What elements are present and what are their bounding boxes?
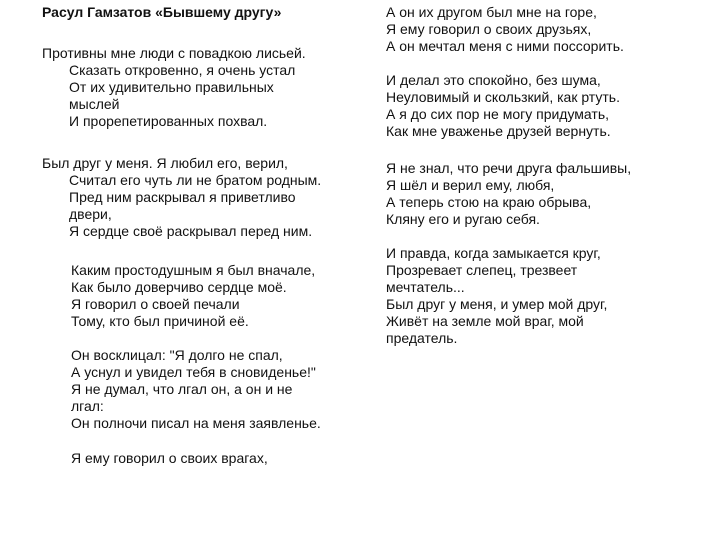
- poem-line: От их удивительно правильных: [69, 79, 274, 95]
- poem-line: Кляну его и ругаю себя.: [386, 211, 540, 227]
- poem-line: Пред ним раскрывал я приветливо: [69, 189, 296, 205]
- poem-line: лгал:: [71, 398, 104, 414]
- poem-line: Я ему говорил о своих друзьях,: [386, 21, 592, 37]
- poem-line: Неуловимый и скользкий, как ртуть.: [386, 89, 620, 105]
- poem-line: Прозревает слепец, трезвеет: [386, 262, 578, 278]
- poem-line: Я сердце своё раскрывал перед ним.: [69, 223, 313, 239]
- poem-line: Считал его чуть ли не братом родным.: [69, 172, 322, 188]
- poem-line: Я не знал, что речи друга фальшивы,: [386, 160, 632, 176]
- right-stanza-1: [386, 4, 624, 55]
- poem-line: И делал это спокойно, без шума,: [386, 72, 601, 88]
- poem-line: Был друг у меня. Я любил его, верил,: [42, 155, 288, 171]
- poem-line: А я до сих пор не могу придумать,: [386, 106, 610, 122]
- poem-line: предатель.: [386, 330, 458, 346]
- poem-line: А теперь стою на краю обрыва,: [386, 194, 592, 210]
- poem-line: Живёт на земле мой враг, мой: [386, 313, 584, 329]
- poem-line: Противны мне люди с повадкою лисьей.: [42, 45, 306, 61]
- left-stanza-3: [42, 262, 315, 330]
- poem-line: Был друг у меня, и умер мой друг,: [386, 296, 608, 312]
- right-stanza-2: [386, 72, 620, 140]
- poem-line: мыслей: [69, 96, 120, 112]
- poem-title: Расул Гамзатов «Бывшему другу»: [42, 4, 282, 20]
- right-stanza-3: [386, 160, 631, 228]
- poem-line: Тому, кто был причиной её.: [71, 313, 249, 329]
- left-stanza-4: [42, 347, 321, 432]
- poem-line: А он их другом был мне на горе,: [386, 4, 597, 20]
- poem-line: Я шёл и верил ему, любя,: [386, 177, 555, 193]
- poem-line: Я говорил о своей печали: [71, 296, 240, 312]
- poem-line: Он восклицал: "Я долго не спал,: [71, 347, 283, 363]
- left-stanza-2: [42, 155, 321, 240]
- poem-line: Как было доверчиво сердце моё.: [71, 279, 287, 295]
- poem-line: Он полночи писал на меня заявленье.: [71, 415, 321, 431]
- poem-line: Сказать откровенно, я очень устал: [69, 62, 296, 78]
- poem-line: Как мне уваженье друзей вернуть.: [386, 123, 611, 139]
- left-stanza-1: [42, 45, 306, 130]
- poem-line: двери,: [69, 206, 112, 222]
- left-stanza-5: [42, 450, 268, 467]
- poem-line: Каким простодушным я был вначале,: [71, 262, 316, 278]
- right-stanza-4: [386, 245, 607, 347]
- poem-line: А уснул и увидел тебя в сновиденье!": [71, 364, 316, 380]
- poem-line: И правда, когда замыкается круг,: [386, 245, 601, 261]
- poem-line: А он мечтал меня с ними поссорить.: [386, 38, 624, 54]
- poem-line: Я ему говорил о своих врагах,: [71, 450, 268, 466]
- poem-line: И прорепетированных похвал.: [69, 113, 268, 129]
- poem-line: Я не думал, что лгал он, а он и не: [71, 381, 293, 397]
- poem-line: мечтатель...: [386, 279, 465, 295]
